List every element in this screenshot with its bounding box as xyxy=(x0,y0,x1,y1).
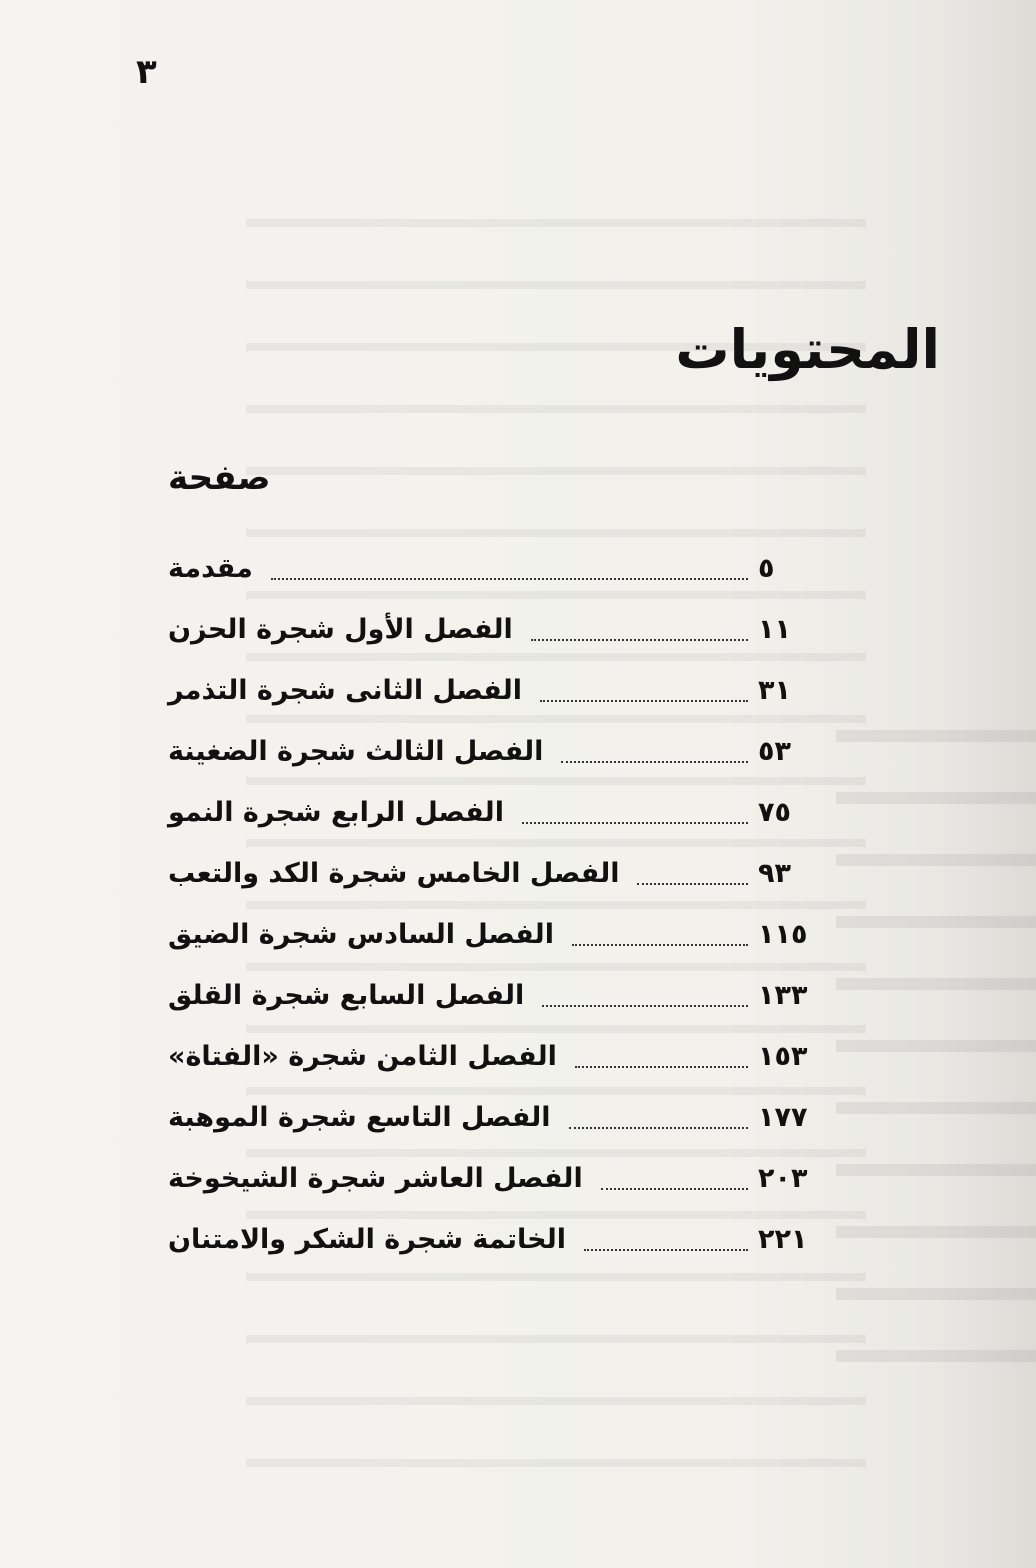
toc-entry-page: ٧٥ xyxy=(758,797,791,828)
toc-list xyxy=(168,538,840,1270)
page-column-header: صفحة xyxy=(168,458,271,498)
dot-leader xyxy=(584,1249,748,1251)
toc-entry xyxy=(168,904,840,965)
toc-entry-label: الفصل الرابع شجرة النمو xyxy=(168,797,504,828)
toc-entry-label: الفصل الخامس شجرة الكد والتعب xyxy=(168,858,620,889)
toc-entry-page: ١٥٣ xyxy=(758,1041,808,1072)
toc-title: المحتويات xyxy=(675,318,940,381)
toc-entry-label: الفصل الثالث شجرة الضغينة xyxy=(168,736,544,767)
toc-entry xyxy=(168,660,840,721)
toc-entry xyxy=(168,782,840,843)
dot-leader xyxy=(542,1005,748,1007)
toc-entry xyxy=(168,965,840,1026)
toc-entry xyxy=(168,1026,840,1087)
toc-entry-label: الفصل التاسع شجرة الموهبة xyxy=(168,1102,551,1133)
dot-leader xyxy=(575,1066,748,1068)
toc-entry-page: ١١٥ xyxy=(758,919,808,950)
bleed-through-texture-edge xyxy=(836,690,1036,1410)
toc-entry-page: ٣١ xyxy=(758,675,791,706)
toc-entry xyxy=(168,843,840,904)
toc-entry-page: ٥٣ xyxy=(758,736,791,767)
toc-entry-label: الفصل السابع شجرة القلق xyxy=(168,980,525,1011)
toc-entry-label: الفصل السادس شجرة الضيق xyxy=(168,919,554,950)
toc-entry-page: ٢٢١ xyxy=(758,1224,808,1255)
dot-leader xyxy=(601,1188,748,1190)
dot-leader xyxy=(271,578,748,580)
dot-leader xyxy=(531,639,748,641)
toc-entry xyxy=(168,538,840,599)
toc-entry-page: ١٧٧ xyxy=(758,1102,808,1133)
toc-entry-page: ٩٣ xyxy=(758,858,791,889)
page-number: ٣ xyxy=(136,52,157,92)
toc-entry-label: الفصل الثامن شجرة «الفتاة» xyxy=(168,1041,557,1072)
toc-entry-label: مقدمة xyxy=(168,553,253,584)
toc-entry-page: ٥ xyxy=(758,553,775,584)
dot-leader xyxy=(540,700,748,702)
toc-entry xyxy=(168,1148,840,1209)
toc-entry xyxy=(168,721,840,782)
dot-leader xyxy=(637,883,748,885)
toc-entry xyxy=(168,1209,840,1270)
dot-leader xyxy=(522,822,748,824)
toc-entry-page: ١١ xyxy=(758,614,791,645)
toc-entry-page: ٢٠٣ xyxy=(758,1163,808,1194)
toc-entry xyxy=(168,1087,840,1148)
toc-entry-label: الفصل الأول شجرة الحزن xyxy=(168,614,513,645)
dot-leader xyxy=(569,1127,748,1129)
dot-leader xyxy=(572,944,748,946)
toc-entry-page: ١٣٣ xyxy=(758,980,808,1011)
dot-leader xyxy=(561,761,748,763)
toc-entry-label: الفصل العاشر شجرة الشيخوخة xyxy=(168,1163,583,1194)
toc-entry-label: الفصل الثانى شجرة التذمر xyxy=(168,675,523,706)
toc-entry-label: الخاتمة شجرة الشكر والامتنان xyxy=(168,1224,566,1255)
toc-entry xyxy=(168,599,840,660)
